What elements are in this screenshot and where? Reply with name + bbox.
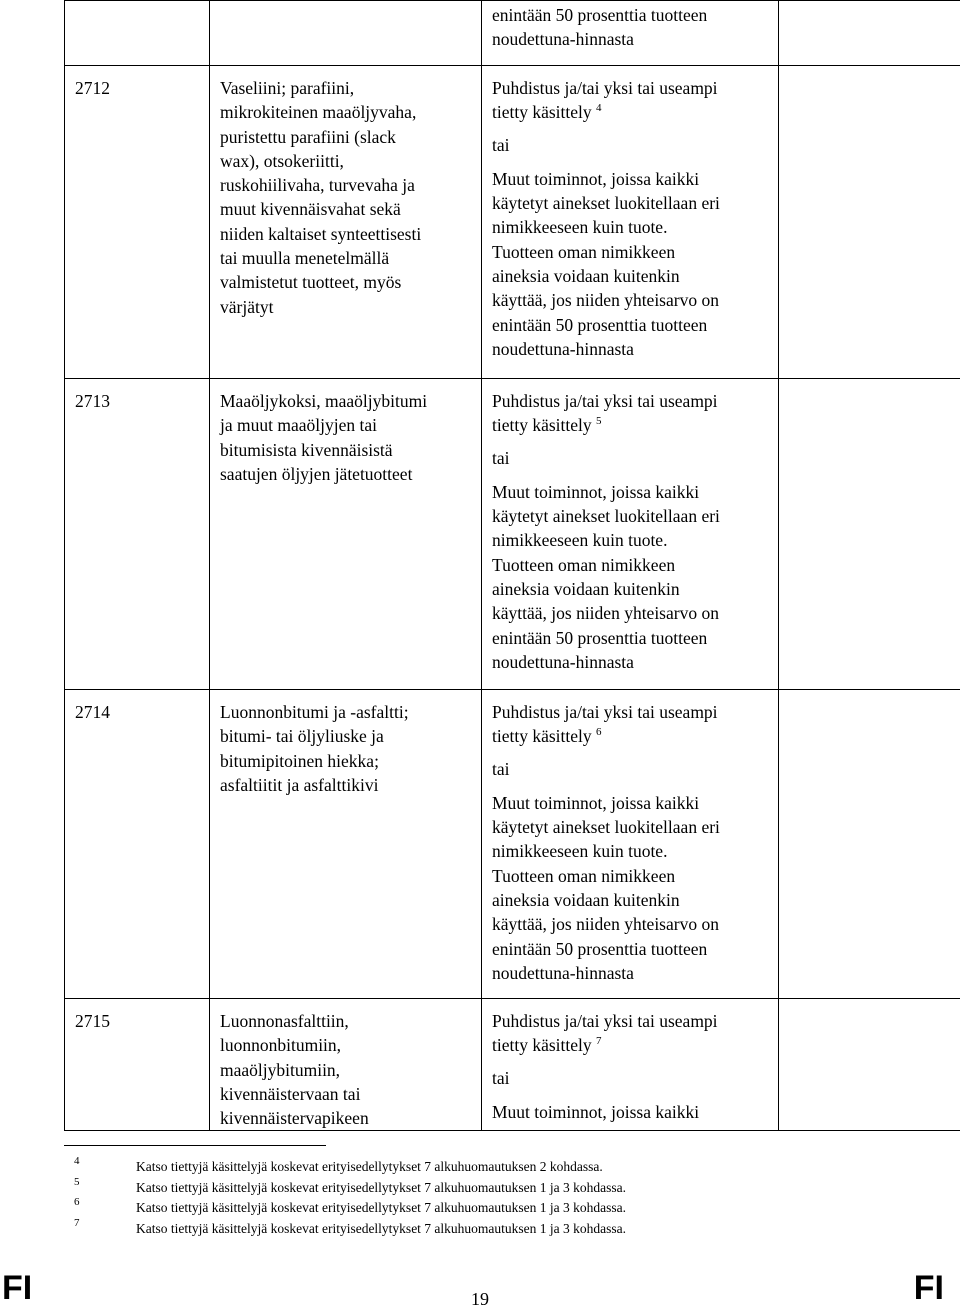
- footnote-text: Katso tiettyjä käsittelyjä koskevat erityisedellytykset 7 alkuhuomautuksen 2 kohdassa.: [136, 1159, 603, 1174]
- rule-text: tietty käsittely: [492, 726, 592, 747]
- description-line: Luonnonbitumi ja -asfaltti;: [220, 702, 409, 722]
- description-line: asfaltiitit ja asfalttikivi: [220, 774, 379, 795]
- description-line: ruskohiilivaha, turvevaha ja: [220, 175, 415, 196]
- table-row: [65, 690, 960, 999]
- description-line: värjätyt: [220, 296, 274, 317]
- product-description-cell: [210, 66, 482, 379]
- footnote-reference[interactable]: 5: [596, 415, 602, 428]
- footnote-text: Katso tiettyjä käsittelyjä koskevat erityisedellytykset 7 alkuhuomautuksen 1 ja 3 kohdassa.: [136, 1200, 627, 1215]
- description-line: valmistetut tuotteet, myös: [220, 272, 402, 293]
- processing-rule-cell: [482, 690, 779, 999]
- alternative-conjunction: tai: [492, 758, 510, 779]
- alternative-rule-line: Tuotteen oman nimikkeen: [492, 865, 676, 886]
- rule-line: [492, 100, 770, 124]
- rule-text: noudettuna-hinnasta: [492, 29, 634, 50]
- footnote-reference[interactable]: 6: [596, 726, 602, 739]
- alternative-rule-line: nimikkeeseen kuin tuote.: [492, 841, 668, 862]
- rule-line: [492, 3, 770, 27]
- origin-status-cell: [779, 690, 960, 999]
- rule-line: [492, 76, 770, 100]
- alternative-rule-line: aineksia voidaan kuitenkin: [492, 890, 680, 911]
- description-line: bitumisista kivennäisistä: [220, 439, 393, 460]
- description-line: mikrokiteinen maaöljyvaha,: [220, 102, 417, 123]
- rule-text: Puhdistus ja/tai yksi tai useampi: [492, 78, 718, 98]
- description-line: puristettu parafiini (slack: [220, 126, 396, 147]
- alternative-rule-line: noudettuna-hinnasta: [492, 338, 634, 359]
- rule-line: [492, 27, 770, 51]
- alternative-rule-line: aineksia voidaan kuitenkin: [492, 579, 680, 600]
- rule-text: tietty käsittely: [492, 415, 592, 436]
- table-row: [65, 999, 960, 1131]
- rule-line: [492, 700, 770, 724]
- alternative-rule-line: käytetyt ainekset luokitellaan eri: [492, 193, 720, 214]
- rule-text: tietty käsittely: [492, 1035, 592, 1056]
- heading-code: 2712: [75, 78, 110, 98]
- alternative-rule-line: käyttää, jos niiden yhteisarvo on: [492, 603, 719, 624]
- heading-code: 2715: [75, 1011, 110, 1031]
- alternative-rule-line: Muut toiminnot, joissa kaikki: [492, 792, 700, 813]
- description-line: maaöljybitumiin,: [220, 1059, 341, 1080]
- alternative-rule-line: Muut toiminnot, joissa kaikki: [492, 481, 700, 502]
- footnote-reference[interactable]: 7: [596, 1035, 602, 1048]
- description-line: Vaseliini; parafiini,: [220, 78, 355, 98]
- footnote-number: 6: [74, 1196, 80, 1208]
- rule-text: Puhdistus ja/tai yksi tai useampi: [492, 391, 718, 411]
- alternative-rule-line: Muut toiminnot, joissa kaikki: [492, 168, 700, 189]
- description-line: bitumipitoinen hiekka;: [220, 750, 379, 771]
- alternative-rule-line: käytetyt ainekset luokitellaan eri: [492, 506, 720, 527]
- origin-status-cell: [779, 999, 960, 1131]
- page-number: 19: [471, 1289, 489, 1309]
- description-line: bitumi- tai öljyliuske ja: [220, 726, 384, 747]
- description-line: luonnonbitumiin,: [220, 1035, 342, 1056]
- alternative-conjunction: tai: [492, 447, 510, 468]
- processing-rule-cell: [482, 379, 779, 690]
- alternative-conjunction: tai: [492, 134, 510, 155]
- footnote-number: 7: [74, 1217, 80, 1229]
- description-line: niiden kaltaiset synteettisesti: [220, 223, 422, 244]
- rule-text: Puhdistus ja/tai yksi tai useampi: [492, 702, 718, 722]
- alternative-rule-line: käytetyt ainekset luokitellaan eri: [492, 817, 720, 838]
- alternative-rule-line: käyttää, jos niiden yhteisarvo on: [492, 290, 719, 311]
- description-line: Luonnonasfalttiin,: [220, 1011, 349, 1031]
- description-line: ja muut maaöljyjen tai: [220, 415, 377, 436]
- heading-code-cell: [65, 690, 210, 999]
- heading-code: 2714: [75, 702, 110, 722]
- description-line: kivennäistervapikeen: [220, 1108, 369, 1129]
- product-description-cell: [210, 1, 482, 66]
- rule-text: enintään 50 prosenttia tuotteen: [492, 5, 708, 25]
- rules-table: [64, 0, 960, 1131]
- processing-rule-cell: [482, 1, 779, 66]
- rule-text: tietty käsittely: [492, 102, 592, 123]
- language-code-left: FI: [2, 1269, 33, 1307]
- processing-rule-cell: [482, 66, 779, 379]
- heading-code-cell: [65, 1, 210, 66]
- processing-rule-cell: [482, 999, 779, 1131]
- heading-code-cell: [65, 66, 210, 379]
- alternative-rule-line: Muut toiminnot, joissa kaikki: [492, 1101, 700, 1122]
- footnote-text: Katso tiettyjä käsittelyjä koskevat erityisedellytykset 7 alkuhuomautuksen 1 ja 3 kohdassa.: [136, 1221, 627, 1236]
- description-line: Maaöljykoksi, maaöljybitumi: [220, 391, 428, 411]
- heading-code-cell: [65, 999, 210, 1131]
- rule-line: [492, 389, 770, 413]
- description-line: wax), otsokeriitti,: [220, 150, 344, 171]
- table-row: [65, 1, 960, 66]
- description-line: tai muulla menetelmällä: [220, 248, 390, 269]
- product-description-cell: [210, 379, 482, 690]
- heading-code: 2713: [75, 391, 110, 411]
- table-row: [65, 66, 960, 379]
- description-line: saatujen öljyjen jätetuotteet: [220, 463, 413, 484]
- alternative-rule-line: käyttää, jos niiden yhteisarvo on: [492, 914, 719, 935]
- alternative-rule-line: noudettuna-hinnasta: [492, 962, 634, 983]
- footnote-text: Katso tiettyjä käsittelyjä koskevat erityisedellytykset 7 alkuhuomautuksen 1 ja 3 kohdassa.: [136, 1180, 627, 1195]
- footnote-reference[interactable]: 4: [596, 102, 602, 115]
- heading-code-cell: [65, 379, 210, 690]
- alternative-rule-line: enintään 50 prosenttia tuotteen: [492, 938, 708, 959]
- rule-line: [492, 1009, 770, 1033]
- alternative-rule-line: enintään 50 prosenttia tuotteen: [492, 627, 708, 648]
- alternative-rule-line: noudettuna-hinnasta: [492, 651, 634, 672]
- product-description-cell: [210, 690, 482, 999]
- rule-line: [492, 1033, 770, 1057]
- origin-status-cell: [779, 1, 960, 66]
- rule-line: [492, 413, 770, 437]
- language-code-right: FI: [913, 1269, 944, 1307]
- table-row: [65, 379, 960, 690]
- footnote-rule: [64, 1145, 326, 1146]
- alternative-rule-line: nimikkeeseen kuin tuote.: [492, 217, 668, 238]
- footnote-number: 4: [74, 1155, 80, 1167]
- description-line: kivennäistervaan tai: [220, 1083, 361, 1104]
- footnote-number: 5: [74, 1176, 80, 1188]
- rule-line: [492, 724, 770, 748]
- origin-status-cell: [779, 379, 960, 690]
- alternative-rule-line: aineksia voidaan kuitenkin: [492, 266, 680, 287]
- alternative-rule-line: Tuotteen oman nimikkeen: [492, 241, 676, 262]
- rule-text: Puhdistus ja/tai yksi tai useampi: [492, 1011, 718, 1031]
- alternative-rule-line: enintään 50 prosenttia tuotteen: [492, 314, 708, 335]
- description-line: muut kivennäisvahat sekä: [220, 199, 401, 220]
- alternative-rule-line: nimikkeeseen kuin tuote.: [492, 530, 668, 551]
- product-description-cell: [210, 999, 482, 1131]
- alternative-conjunction: tai: [492, 1067, 510, 1088]
- origin-status-cell: [779, 66, 960, 379]
- alternative-rule-line: Tuotteen oman nimikkeen: [492, 554, 676, 575]
